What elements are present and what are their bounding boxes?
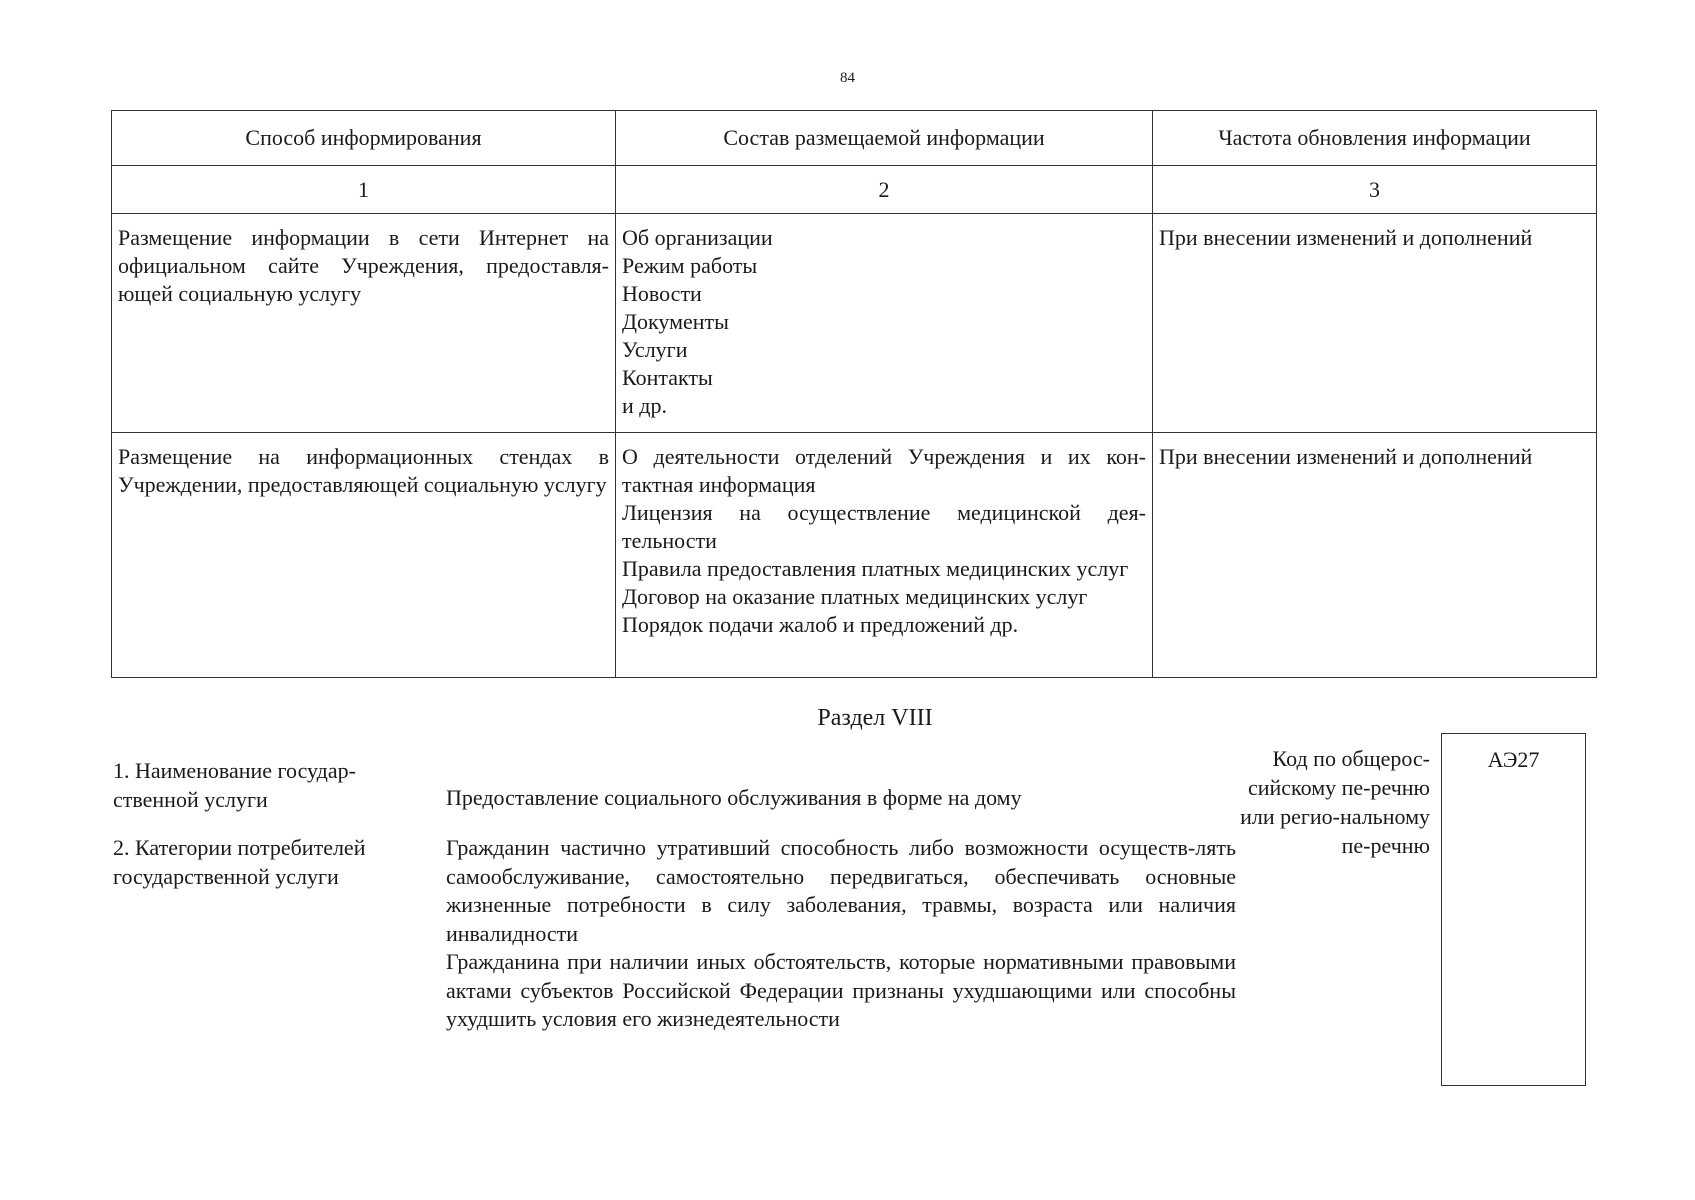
row1-method-cell [112, 214, 616, 433]
column-number-2: 2 [616, 166, 1153, 214]
row1-method-text: Размещение информации в сети Интернет на официальном сайте Учреждения, предоставля-ющей социальную услугу [118, 225, 609, 306]
consumer-categories-value-1: Гражданин частично утративший способность либо возможности осуществ-лять самообслуживание, самостоятельно передвигаться, обеспечивать основные жизненные потребности в силу заболевания, травмы, возраста или наличия инвалидности [446, 835, 1236, 946]
row2-content-list [616, 433, 1152, 645]
row1-frequency-cell [1153, 214, 1597, 433]
column-number-3: 3 [1153, 166, 1597, 214]
list-item: Порядок подачи жалоб и предложений др. [622, 612, 1019, 637]
information-table [111, 110, 1597, 678]
row2-frequency-cell [1153, 433, 1597, 678]
list-item: Новости [622, 281, 702, 306]
list-item: Лицензия на осуществление медицинской дея-тельности [622, 500, 1146, 553]
service-name-value: Предоставление социального обслуживания в форме на дому [446, 785, 1022, 810]
consumer-categories-label: 2. Категории потребителей государственной услуги [113, 835, 366, 889]
section-title: Раздел VIII [817, 705, 933, 731]
registry-code-label: Код по общерос-сийскому пе-речню или регио-нальному пе-речню [1240, 746, 1430, 858]
row1-content-list [616, 214, 1152, 426]
page-number [0, 70, 1695, 87]
table-row [112, 214, 1597, 433]
table-row [112, 433, 1597, 678]
table-header-row [112, 111, 1597, 166]
service-name-label: 1. Наименование государ-ственной услуги [113, 758, 356, 812]
list-item: и др. [622, 393, 667, 418]
page-number-text: 84 [840, 70, 855, 86]
list-item: Режим работы [622, 253, 758, 278]
row2-frequency-text: При внесении изменений и дополнений [1159, 444, 1533, 469]
registry-code-value: АЭ27 [1487, 747, 1540, 772]
list-item: Контакты [622, 365, 713, 390]
list-item: О деятельности отделений Учреждения и их кон-тактная информация [622, 444, 1146, 497]
consumer-categories-value-2: Гражданина при наличии иных обстоятельств, которые нормативными правовыми актами субъектов Российской Федерации признаны ухудшающими или способны ухудшить условия его жизнедеятельности [446, 949, 1236, 1031]
list-item: Документы [622, 309, 729, 334]
list-item: Услуги [622, 337, 688, 362]
table-column-number-row [112, 166, 1597, 214]
list-item: Об организации [622, 225, 773, 250]
row1-content-cell [616, 214, 1153, 433]
header-content: Состав размещаемой информации [616, 111, 1153, 166]
list-item: Правила предоставления платных медицинских услуг [622, 556, 1129, 581]
column-number-1: 1 [112, 166, 616, 214]
row2-content-cell [616, 433, 1153, 678]
registry-code-box [1441, 733, 1586, 1086]
header-method: Способ информирования [112, 111, 616, 166]
header-frequency: Частота обновления информации [1153, 111, 1597, 166]
row1-frequency-text: При внесении изменений и дополнений [1159, 225, 1533, 250]
row2-method-text: Размещение на информационных стендах в Учреждении, предоставляющей социальную услугу [118, 444, 609, 497]
row2-method-cell [112, 433, 616, 678]
list-item: Договор на оказание платных медицинских услуг [622, 584, 1088, 609]
